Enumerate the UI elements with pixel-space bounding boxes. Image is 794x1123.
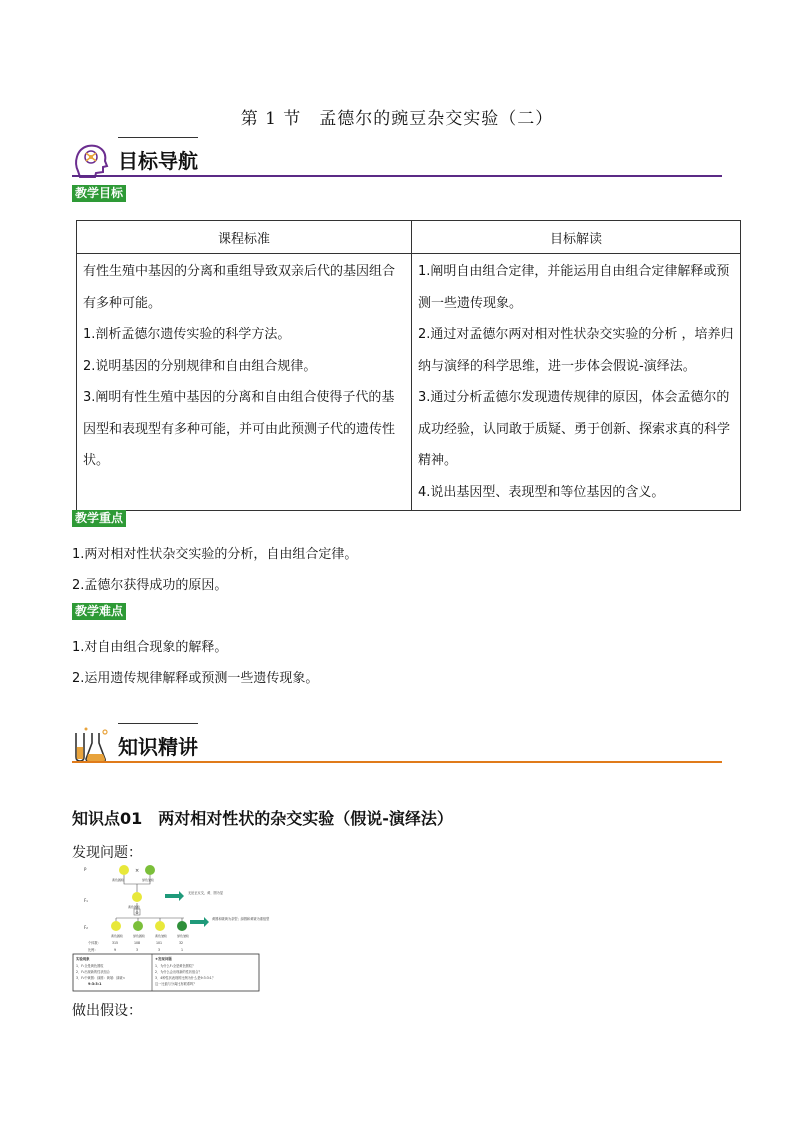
table-header-standard: 课程标准 [77,221,412,254]
table-header-interpretation: 目标解读 [412,221,741,254]
f1-label: 黄色圆粒 [128,905,141,909]
ratio-label: 比例： [88,948,98,952]
box-left-title: 实验现象 [76,957,90,961]
f1-note: 无论正反交，黄、圆为显 [188,891,224,895]
box-right-line: 2、为什么会出现新的性状组合？ [155,970,202,974]
tag-key-points: 教学重点 [72,510,126,527]
pea-green-wrinkled [145,865,155,875]
pea-f2 [155,921,165,931]
goals-table [76,220,741,511]
row-label-f1: F₁ [84,898,88,903]
p-left-label: 黄色圆粒 [112,878,125,882]
tag-teaching-goals: 教学目标 [72,185,126,202]
standard-text: 2.说明基因的分别规律和自由组合规律。 [83,358,317,374]
ratio-value: 3 [136,948,139,952]
ratio-value: 3 [158,948,161,952]
f2-label: 绿色圆粒 [133,934,146,938]
arrow-icon [165,891,184,901]
interpretation-text: 1.阐明自由组合定律，并能运用自由组合定律解释或预测一些遗传现象。 [418,264,730,311]
self-cross-symbol: ⊗ [135,909,139,915]
count-value: 108 [134,941,141,945]
dihybrid-cross-diagram [72,862,270,992]
table-cell-standard [77,254,412,511]
difficult-point-item: 1.对自由组合现象的解释。 [72,640,228,655]
page-title: 第 1 节 孟德尔的豌豆杂交实验（二） [240,109,554,129]
box-right-line: 3、4种性状表现的比例为什么是9:3:3:1？ [155,976,216,980]
table-cell-interpretation [412,254,741,511]
section-divider-purple [72,175,722,177]
interpretation-text: 3.通过分析孟德尔发现遗传规律的原因，体会孟德尔的成功经验，认同敢于质疑、勇于创新、探索求真的科学精神。 [418,390,731,468]
key-point-item: 2.孟德尔获得成功的原因。 [72,578,228,593]
hypothesis-label: 做出假设： [72,1003,142,1019]
section-divider-orange [72,761,722,763]
count-value: 315 [112,941,119,945]
count-label: 个体数： [88,941,101,945]
section-title-knowledge: 知识精讲 [118,735,198,759]
ratio-value: 9 [114,948,117,952]
head-brain-icon [72,141,112,177]
cross-symbol: × [135,868,140,874]
ratio-value: 1 [181,948,184,952]
row-label-p: P [84,867,87,872]
key-point-item: 1.两对相对性状杂交实验的分析，自由组合定律。 [72,547,358,562]
f2-label: 黄色圆粒 [111,934,124,938]
header-top-line [118,723,198,724]
f2-note: 黄圆和皱黄为亲型；绿圆和黄皱为重组型 [212,917,270,921]
standard-text: 1.剖析孟德尔遗传实验的科学方法。 [83,327,291,342]
box-left-line: 3、F₂中黄圆：绿圆：黄皱：绿皱≈ [76,976,126,980]
pea-yellow-round [119,865,129,875]
interpretation-text: 4.说出基因型、表现型和等位基因的含义。 [418,484,665,500]
box-right-line: 这一比值与分离比有联系吗？ [155,982,197,986]
box-left-line: 2、F₂出现新的性状组合 [76,970,110,974]
f2-label: 黄色皱粒 [155,934,168,938]
box-right-line: 1、为什么F₁全是黄色圆粒？ [155,964,196,968]
count-value: 32 [179,941,184,945]
box-left-line: 1、F₁全是黄色圆粒 [76,964,104,968]
box-left-line: 9:3:3:1 [88,982,102,986]
pea-f1 [132,892,142,902]
discover-label: 发现问题： [72,845,142,861]
knowledge-point-title: 知识点01 两对相对性状的杂交实验（假说-演绎法） [72,809,453,828]
header-top-line [118,137,198,138]
pea-f2 [111,921,121,931]
pea-f2 [133,921,143,931]
count-value: 101 [156,941,163,945]
row-label-f2: F₂ [84,925,88,930]
f2-label: 绿色皱粒 [177,934,190,938]
arrow-icon [190,917,209,927]
standard-text: 有性生殖中基因的分离和重组导致双亲后代的基因组合有多种可能。 [83,264,396,311]
tag-difficult-points: 教学难点 [72,603,126,620]
pea-f2 [177,921,187,931]
flask-icon [72,727,112,763]
p-right-label: 绿色皱粒 [142,878,155,882]
difficult-point-item: 2.运用遗传规律解释或预测一些遗传现象。 [72,671,319,686]
interpretation-text: 2.通过对孟德尔两对相对性状杂交实验的分析 ，培养归纳与演绎的科学思维，进一步体会假说-演绎法。 [418,327,734,374]
standard-text: 3.阐明有性生殖中基因的分离和自由组合使得子代的基因型和表现型有多种可能，并可由此预测子代的遗传性状。 [83,390,396,468]
box-right-title: ★发现问题 [155,957,172,961]
section-title-goals: 目标导航 [118,149,198,173]
